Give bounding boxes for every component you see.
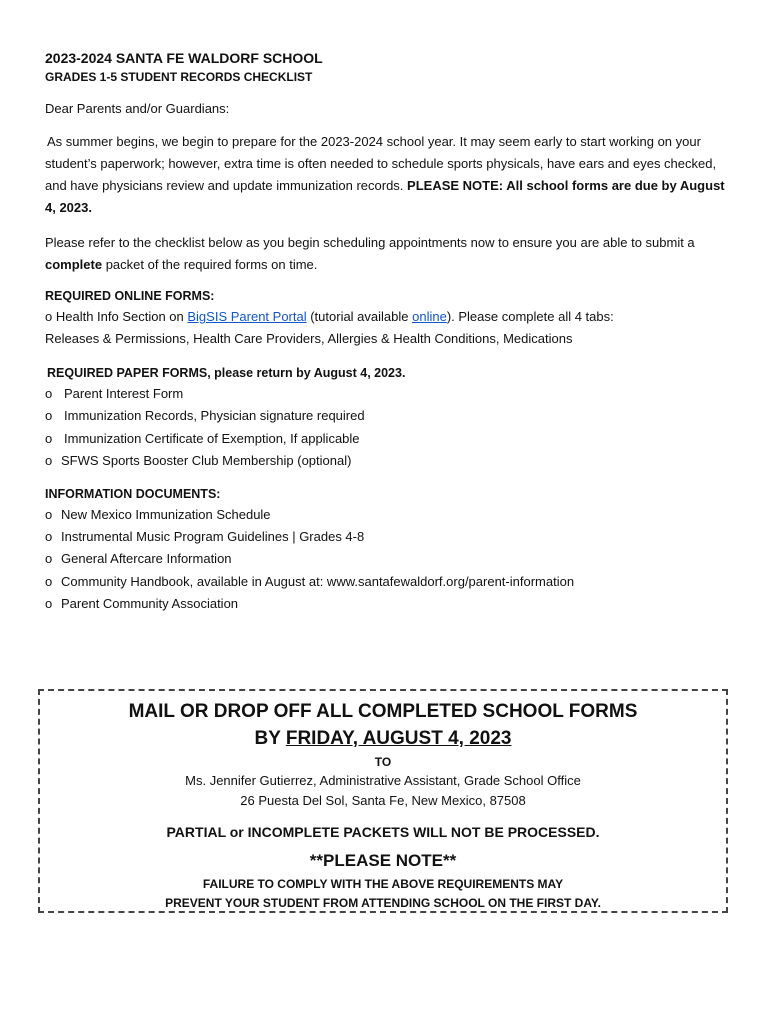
notice-please-note: **PLEASE NOTE** xyxy=(309,851,457,870)
paper-forms-heading: REQUIRED PAPER FORMS, please return by August 4, 2023. xyxy=(47,366,406,380)
online-forms-prefix: o Health Info Section on xyxy=(45,309,188,324)
list-item xyxy=(45,526,725,548)
notice-box xyxy=(38,689,728,913)
intro-due-note: PLEASE NOTE: All school forms are due by August 4, 2023. xyxy=(45,178,725,215)
notice-failure-line-1: FAILURE TO COMPLY WITH THE ABOVE REQUIREMENTS MAY xyxy=(202,877,564,891)
bullet: o xyxy=(45,596,53,612)
document-title: 2023-2024 SANTA FE WALDORF SCHOOL xyxy=(45,50,323,66)
tutorial-online-link[interactable]: online xyxy=(412,309,447,324)
document-subtitle: GRADES 1-5 STUDENT RECORDS CHECKLIST xyxy=(45,70,313,84)
list-item-label: General Aftercare Information xyxy=(61,551,232,567)
paper-forms-section xyxy=(45,366,725,473)
list-item xyxy=(45,383,725,405)
list-item xyxy=(45,428,725,450)
bullet: o xyxy=(45,386,53,401)
notice-to: TO xyxy=(374,755,392,769)
online-forms-mid: (tutorial available xyxy=(306,309,413,324)
online-forms-tabs: Releases & Permissions, Health Care Providers, Allergies & Health Conditions, Medications xyxy=(45,331,573,346)
bullet: o xyxy=(45,430,53,446)
paper-forms-list xyxy=(45,383,725,473)
notice-partial-warning: PARTIAL or INCOMPLETE PACKETS WILL NOT BE PROCESSED. xyxy=(166,824,600,840)
list-item-label: Immunization Certificate of Exemption, If applicable xyxy=(64,430,360,446)
list-item-label: Immunization Records, Physician signature required xyxy=(64,408,365,424)
bullet: o xyxy=(45,529,53,545)
list-item-label: New Mexico Immunization Schedule xyxy=(61,506,271,522)
list-item-label: SFWS Sports Booster Club Membership (optional) xyxy=(61,453,352,469)
information-documents-heading: INFORMATION DOCUMENTS: xyxy=(45,486,221,501)
list-item xyxy=(45,405,725,427)
list-item-label: Community Handbook, available in August at: www.santafewaldorf.org/parent-information xyxy=(61,573,575,589)
list-item xyxy=(45,548,725,570)
bullet: o xyxy=(45,573,53,589)
notice-deadline-date: FRIDAY, AUGUST 4, 2023 xyxy=(285,728,512,749)
intro-text: As summer begins, we begin to prepare for the 2023-2024 school year. It may seem early to start working on your student’s paperwork; however, extra time is often needed to schedule sports physicals, have ears and eyes checked, and have physicians review and update immunization records. xyxy=(45,134,717,193)
salutation: Dear Parents and/or Guardians: xyxy=(45,101,230,116)
document-page xyxy=(45,50,725,629)
notice-deadline-prefix: BY xyxy=(254,728,286,749)
checklist-paragraph xyxy=(45,232,725,276)
list-item xyxy=(45,593,725,615)
list-item-label: Parent Interest Form xyxy=(64,386,184,401)
bullet: o xyxy=(45,408,53,424)
information-documents-section xyxy=(45,487,725,616)
list-item xyxy=(45,571,725,593)
list-item-label: Instrumental Music Program Guidelines | Grades 4-8 xyxy=(61,529,365,545)
notice-address: 26 Puesta Del Sol, Santa Fe, New Mexico, 87508 xyxy=(240,793,526,808)
intro-paragraph xyxy=(45,131,725,219)
online-forms-line xyxy=(45,306,725,328)
notice-mail-heading: MAIL OR DROP OFF ALL COMPLETED SCHOOL FORMS xyxy=(128,701,638,722)
online-forms-after: ). Please complete all 4 tabs: xyxy=(446,309,614,324)
notice-failure-line-2: PREVENT YOUR STUDENT FROM ATTENDING SCHOOL ON THE FIRST DAY. xyxy=(165,896,601,910)
online-forms-section xyxy=(45,289,725,350)
list-item-label: Parent Community Association xyxy=(61,596,239,612)
list-item xyxy=(45,450,725,472)
list-item xyxy=(45,504,725,526)
bigsis-portal-link[interactable]: BigSIS Parent Portal xyxy=(187,309,307,324)
checklist-text-after: packet of the required forms on time. xyxy=(102,257,318,272)
information-documents-list xyxy=(45,504,725,616)
bullet: o xyxy=(45,453,53,469)
bullet: o xyxy=(45,551,53,567)
bullet: o xyxy=(45,506,53,522)
online-forms-heading: REQUIRED ONLINE FORMS: xyxy=(45,289,215,303)
notice-recipient: Ms. Jennifer Gutierrez, Administrative Assistant, Grade School Office xyxy=(185,773,581,788)
notice-deadline xyxy=(40,725,726,753)
checklist-text-bold: complete xyxy=(45,257,103,272)
checklist-text-before: Please refer to the checklist below as you begin scheduling appointments now to ensure you are able to submit a xyxy=(45,235,695,250)
